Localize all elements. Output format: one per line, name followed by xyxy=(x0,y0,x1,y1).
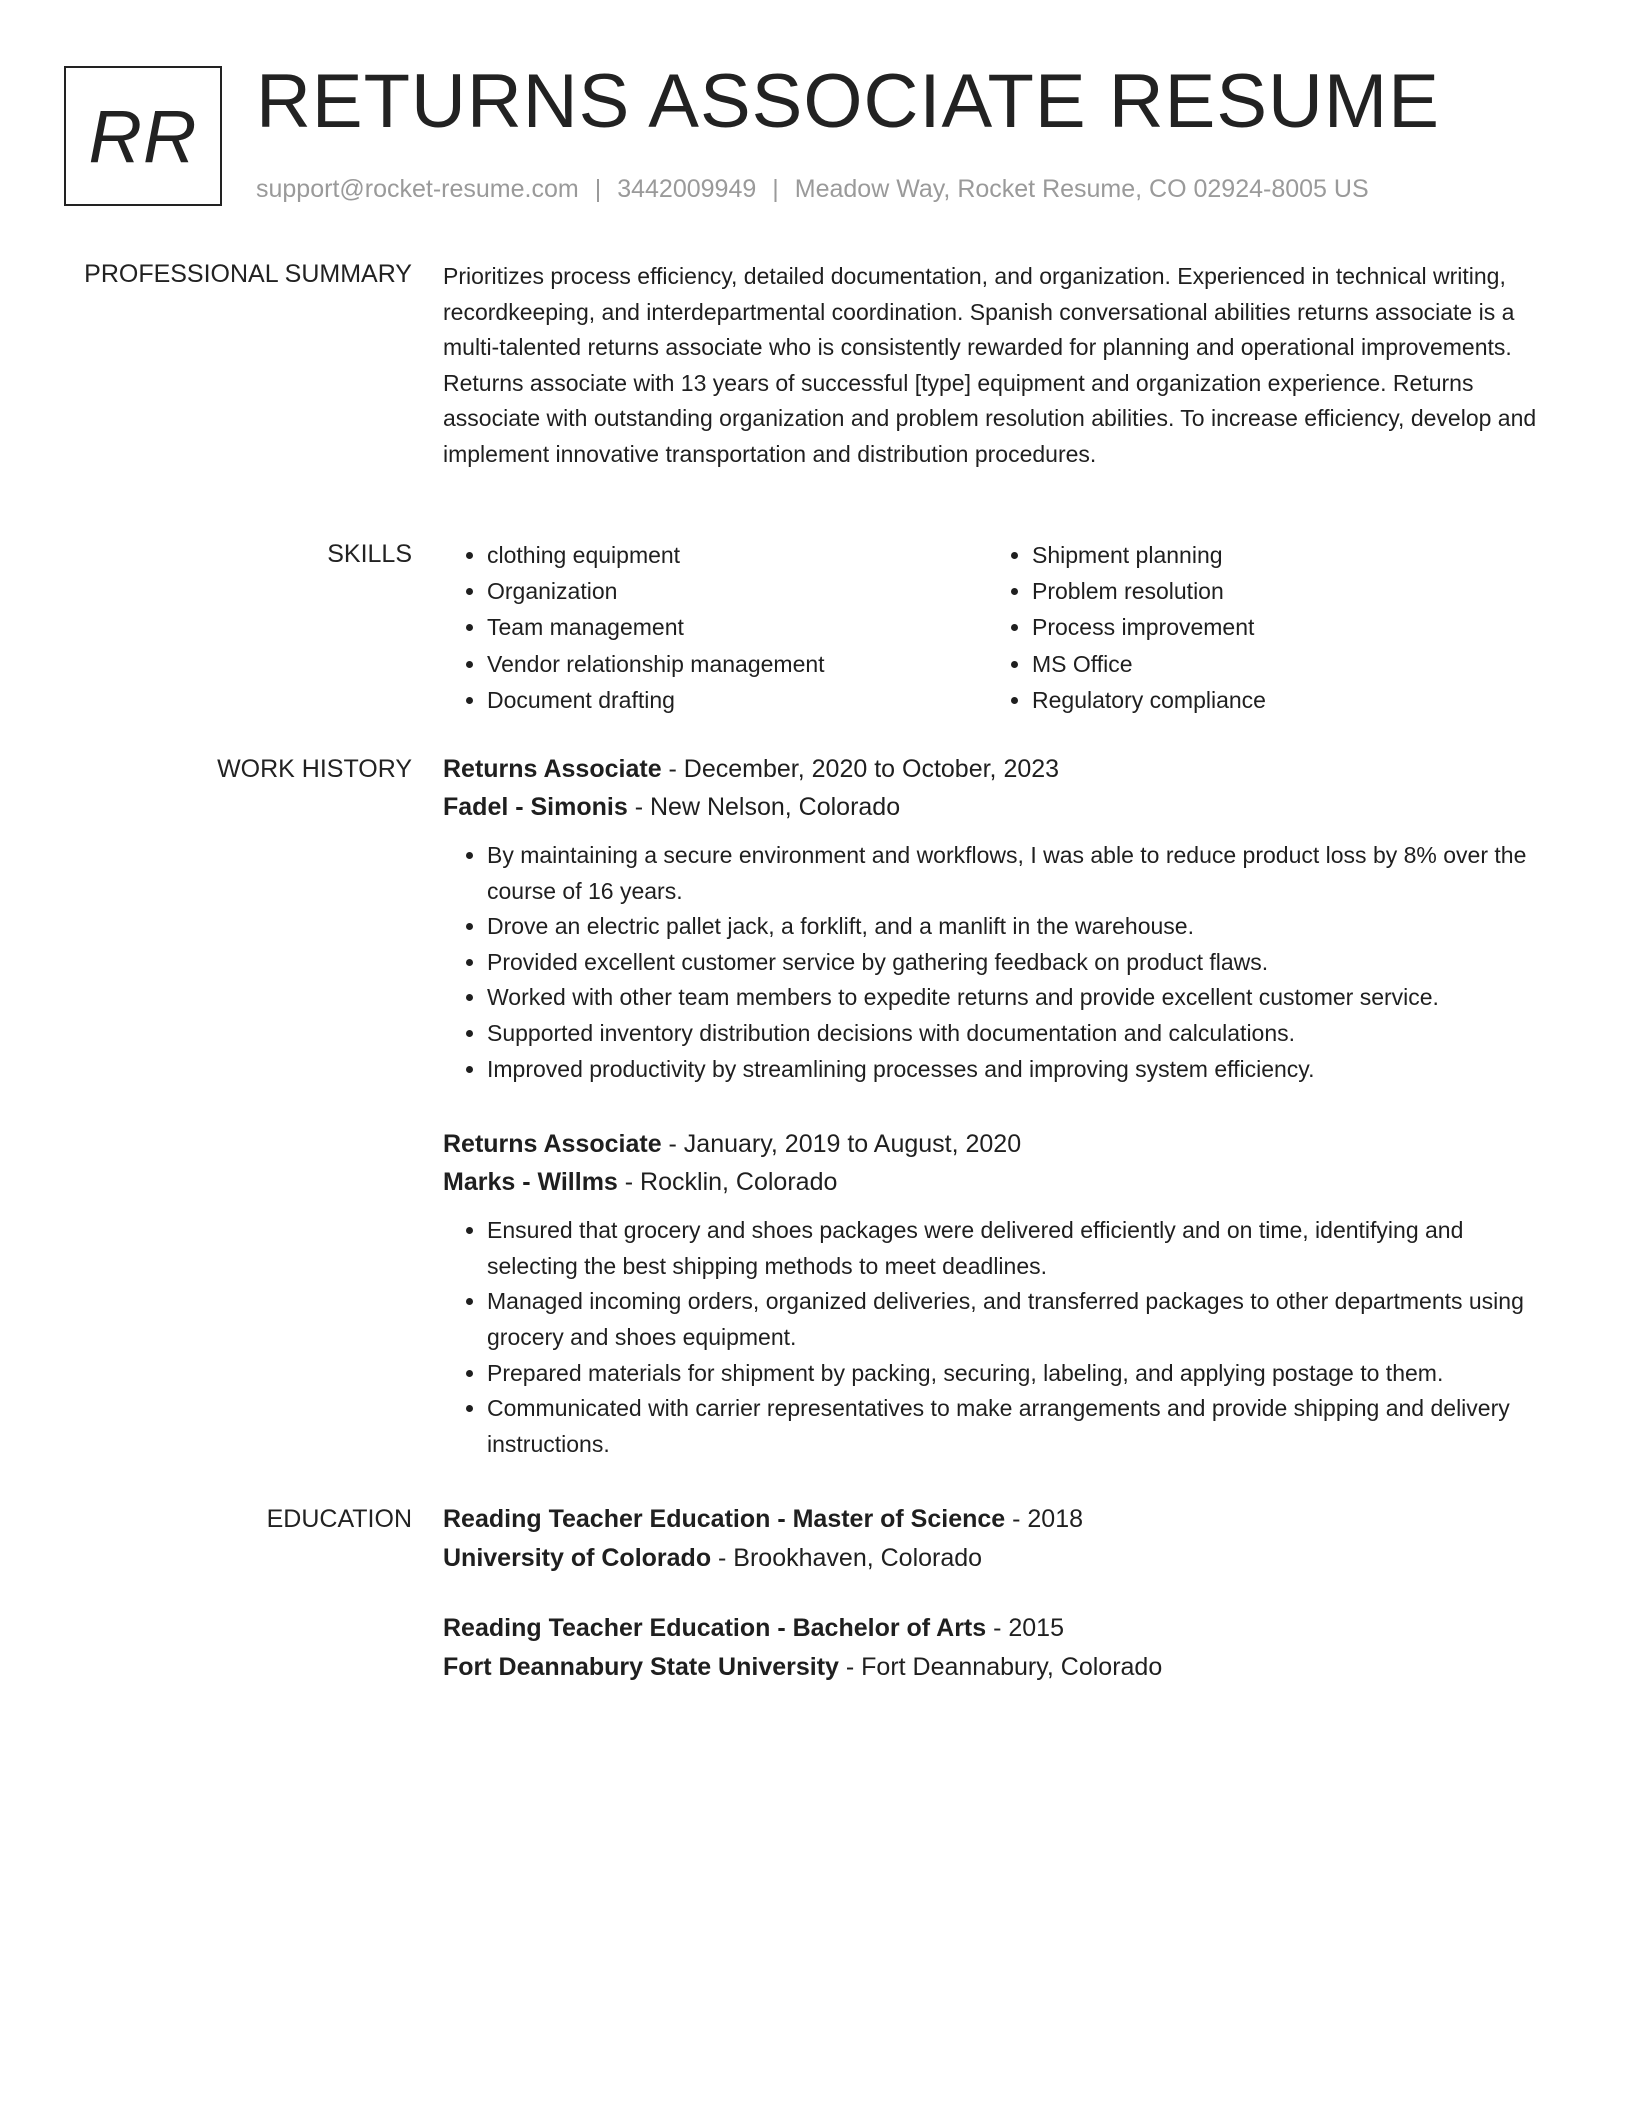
skill-item: • Process improvement xyxy=(1032,609,1552,645)
job-entry xyxy=(443,1125,1558,1462)
education-school: Fort Deannabury State University xyxy=(443,1653,839,1681)
job-bullet: • Communicated with carrier representatives to make arrangements and provide shipping and delivery instructions. xyxy=(487,1391,1558,1462)
summary-body xyxy=(443,259,1558,473)
job-title-line xyxy=(443,750,1558,788)
skills-column-2 xyxy=(988,537,1552,718)
monogram-logo: RR xyxy=(64,66,222,206)
education-entry xyxy=(443,1609,1558,1687)
job-bullet: • Improved productivity by streamlining processes and improving system efficiency. xyxy=(487,1052,1558,1088)
skill-item: • MS Office xyxy=(1032,646,1552,682)
job-dates: - December, 2020 to October, 2023 xyxy=(661,755,1060,783)
job-bullet: • Ensured that grocery and shoes packages were delivered efficiently and on time, identifying and selecting the best shipping methods to meet deadlines. xyxy=(487,1213,1558,1284)
education-school-line xyxy=(443,1648,1558,1687)
job-bullet: • Worked with other team members to expedite returns and provide excellent customer service. xyxy=(487,980,1558,1016)
education-entry xyxy=(443,1500,1558,1578)
resume-title: RETURNS ASSOCIATE RESUME xyxy=(256,59,1440,144)
job-title-line xyxy=(443,1125,1558,1163)
contact-separator: | xyxy=(594,175,602,203)
work-history-body xyxy=(443,750,1558,1462)
education-degree: Reading Teacher Education - Master of Science xyxy=(443,1505,1006,1533)
job-company-line xyxy=(443,788,1558,826)
education-degree-line xyxy=(443,1609,1558,1648)
job-bullets xyxy=(443,1213,1558,1462)
job-bullet: • Supported inventory distribution decisions with documentation and calculations. xyxy=(487,1016,1558,1052)
skill-item: • Problem resolution xyxy=(1032,573,1552,609)
job-company: Fadel - Simonis xyxy=(443,793,628,821)
summary-text: Prioritizes process efficiency, detailed documentation, and organization. Experienced in technical writing, recordkeeping, and interdepartmental coordination. Spanish conversational abilities returns associate is a multi-talented returns associate who is consistently rewarded for planning and operational improvements. Returns associate with 13 years of successful [type] equipment and organization experience. Returns associate with outstanding organization and problem resolution abilities. To increase efficiency, develop and implement innovative transportation and distribution procedures. xyxy=(443,263,1537,467)
education-location: - Fort Deannabury, Colorado xyxy=(838,1653,1163,1681)
job-location: - New Nelson, Colorado xyxy=(627,793,901,821)
education-year: - 2015 xyxy=(986,1614,1064,1642)
summary-heading: PROFESSIONAL SUMMARY xyxy=(84,260,412,288)
skill-item: • Organization xyxy=(487,573,988,609)
education-body xyxy=(443,1500,1558,1687)
job-title: Returns Associate xyxy=(443,1130,662,1159)
contact-address: Meadow Way, Rocket Resume, CO 02924-8005 US xyxy=(794,175,1369,203)
skill-item: • Shipment planning xyxy=(1032,537,1552,573)
skill-item: • Document drafting xyxy=(487,682,988,718)
contact-separator: | xyxy=(772,175,779,203)
skill-item: • Regulatory compliance xyxy=(1032,682,1552,718)
skill-item: • Vendor relationship management xyxy=(487,646,988,682)
education-school: University of Colorado xyxy=(443,1544,712,1572)
job-bullet: • Provided excellent customer service by gathering feedback on product flaws. xyxy=(487,945,1558,981)
skill-item: • clothing equipment xyxy=(487,537,988,573)
job-bullet: • By maintaining a secure environment and workflows, I was able to reduce product loss by 8% over the course of 16 years. xyxy=(487,838,1558,909)
job-bullet: • Managed incoming orders, organized deliveries, and transferred packages to other departments using grocery and shoes equipment. xyxy=(487,1284,1558,1355)
contact-phone: 3442009949 xyxy=(617,175,757,203)
job-bullet: • Drove an electric pallet jack, a forklift, and a manlift in the warehouse. xyxy=(487,909,1558,945)
contact-email: support@rocket-resume.com xyxy=(256,175,579,203)
job-title: Returns Associate xyxy=(443,755,662,783)
skills-heading: SKILLS xyxy=(327,540,412,568)
job-location: - Rocklin, Colorado xyxy=(617,1168,838,1197)
education-degree: Reading Teacher Education - Bachelor of Arts xyxy=(443,1614,987,1642)
job-company-line xyxy=(443,1163,1558,1201)
contact-line xyxy=(256,172,1369,206)
education-school-line xyxy=(443,1539,1558,1578)
education-degree-line xyxy=(443,1500,1558,1539)
skills-body xyxy=(443,537,1558,718)
skill-item: • Team management xyxy=(487,609,988,645)
job-bullets xyxy=(443,838,1558,1087)
education-heading: EDUCATION xyxy=(266,1505,412,1533)
job-company: Marks - Willms xyxy=(443,1168,618,1197)
education-year: - 2018 xyxy=(1005,1505,1084,1533)
job-dates: - January, 2019 to August, 2020 xyxy=(661,1130,1022,1159)
work-history-heading: WORK HISTORY xyxy=(217,755,412,783)
skills-column-1 xyxy=(443,537,988,718)
job-bullet: • Prepared materials for shipment by packing, securing, labeling, and applying postage to them. xyxy=(487,1356,1558,1392)
education-location: - Brookhaven, Colorado xyxy=(711,1544,983,1572)
job-entry xyxy=(443,750,1558,1087)
